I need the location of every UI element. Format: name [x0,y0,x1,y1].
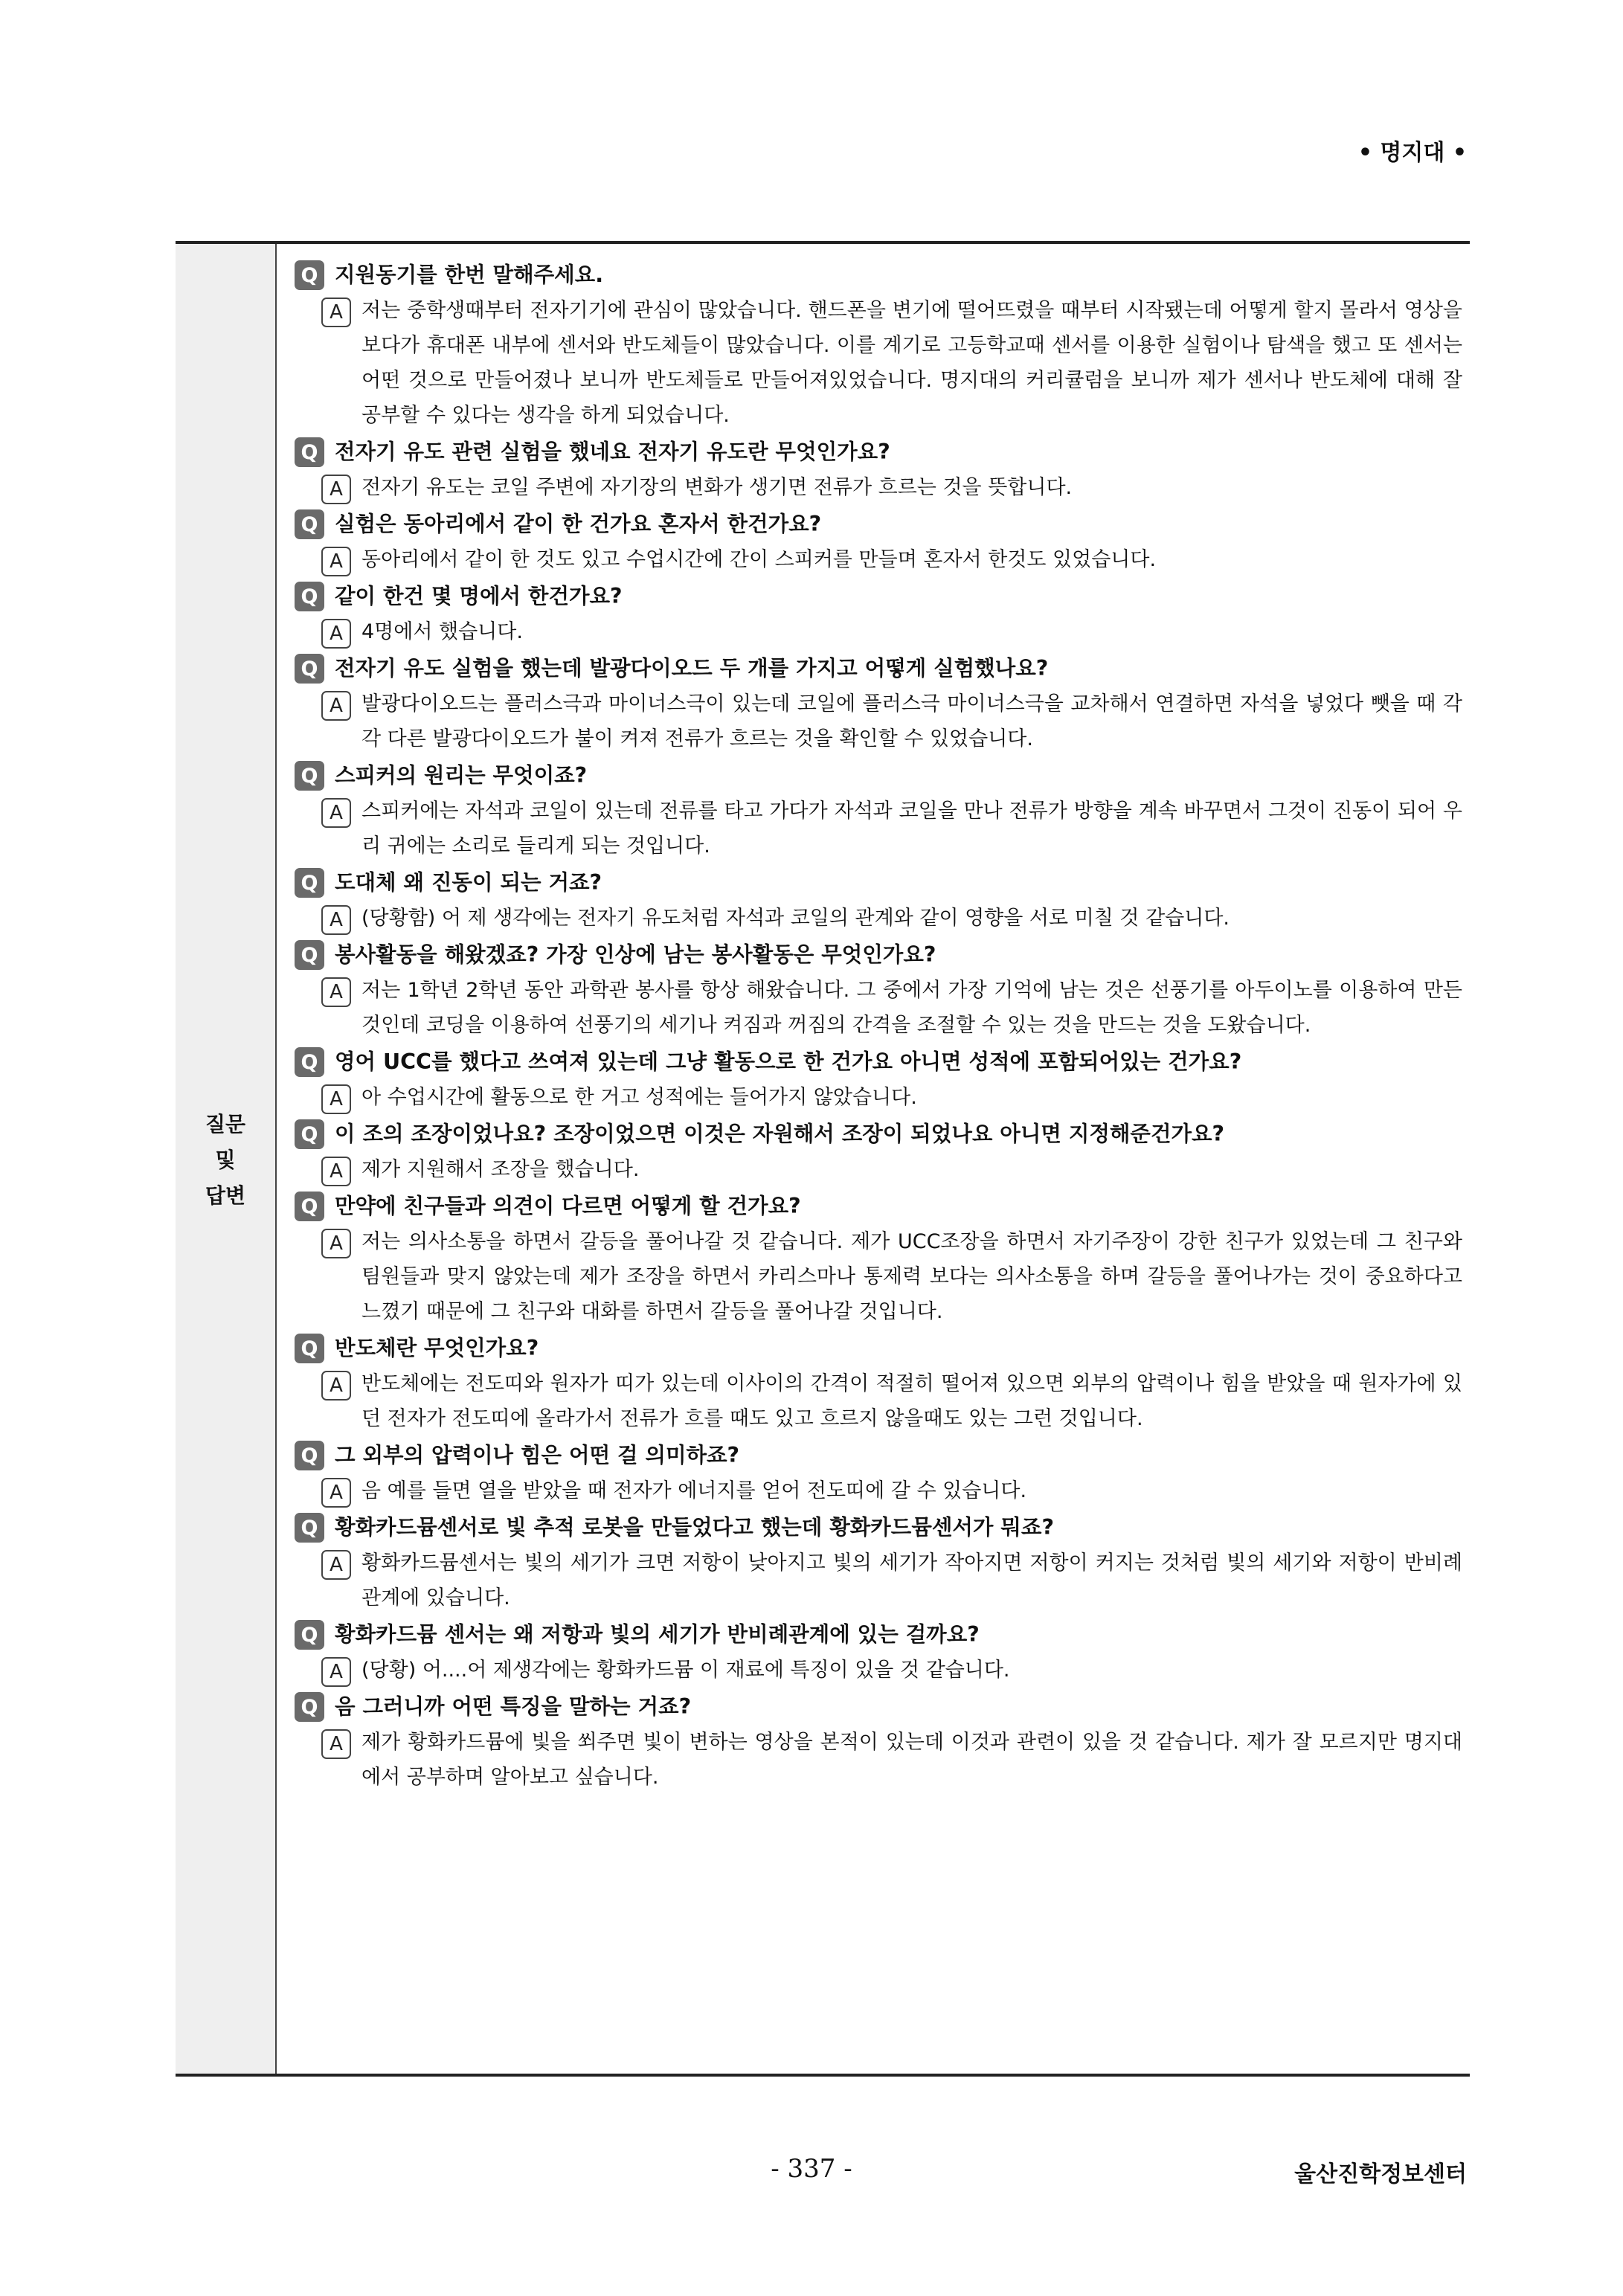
answer-row [321,797,1462,864]
question-text: 황화카드뮴센서로 빛 추적 로봇을 만들었다고 했는데 황화카드뮴센서가 뭐죠? [335,1515,1054,1540]
answer-row [321,1476,1462,1508]
answer-text: 반도체에는 전도띠와 원자가 띠가 있는데 이사이의 간격이 적절히 떨어져 있으면 외부의 압력이나 힘을 받았을 때 원자가에 있던 전자가 전도띠에 올라가서 전류가 흐를 때도 있고 흐르지 않을때도 있는 그런 것입니다. [361,1372,1462,1430]
answer-text: 저는 1학년 2학년 동안 과학관 봉사를 항상 해왔습니다. 그 중에서 가장 기억에 남는 것은 선풍기를 아두이노를 이용하여 만든 것인데 코딩을 이용하여 선풍기의 세기나 켜짐과 꺼짐의 간격을 조절할 수 있는 것을 만드는 것을 도왔습니다. [361,979,1462,1037]
question-text: 같이 한건 몇 명에서 한건가요? [335,584,623,608]
question-badge: Q [295,260,324,290]
answer-badge: A [321,1657,351,1687]
question-text: 황화카드뮴 센서는 왜 저항과 빛의 세기가 반비례관계에 있는 걸까요? [335,1622,980,1647]
side-label-line: 답변 [205,1183,246,1208]
question-badge: Q [295,509,324,539]
answer-badge: A [321,1084,351,1114]
answer-text: (당황) 어....어 제생각에는 황화카드뮴 이 재료에 특징이 있을 것 같습니다. [361,1659,1010,1682]
question-badge: Q [295,1620,324,1650]
answer-row [321,1728,1462,1795]
question-text: 스피커의 원리는 무엇이죠? [335,763,588,788]
answer-badge: A [321,298,351,327]
question-badge: Q [295,1119,324,1149]
question-badge: Q [295,582,324,611]
question-badge: Q [295,654,324,684]
question-row [295,868,1462,899]
answer-badge: A [321,475,351,504]
question-text: 전자기 유도 관련 실험을 했네요 전자기 유도란 무엇인가요? [335,440,890,464]
question-badge: Q [295,940,324,970]
question-row [295,1334,1462,1365]
answer-text: 저는 의사소통을 하면서 갈등을 풀어나갈 것 같습니다. 제가 UCC조장을 하면서 자기주장이 강한 친구가 있었는데 그 친구와 팀원들과 맞지 않았는데 제가 조장을 하면서 카리스마나 통제력 보다는 의사소통을 하며 갈등을 풀어나가는 것이 중요하다고 느꼈기 때문에 그 친구와 대화를 하면서 갈등을 풀어나갈 것입니다. [361,1230,1462,1323]
question-text: 음 그러니까 어떤 특징을 말하는 거죠? [335,1694,692,1719]
page-number: - 337 - [771,2154,852,2184]
question-row [295,509,1462,541]
question-row [295,940,1462,971]
answer-badge: A [321,1478,351,1508]
question-badge: Q [295,1441,324,1470]
side-label [176,1107,275,1214]
answer-row [321,976,1462,1043]
answer-text: 음 예를 들면 열을 받았을 때 전자가 에너지를 얻어 전도띠에 갈 수 있습니다. [361,1479,1027,1502]
question-text: 지원동기를 한번 말해주세요. [335,263,604,287]
answer-badge: A [321,905,351,935]
qa-table [176,241,1470,2077]
question-row [295,582,1462,613]
answer-badge: A [321,977,351,1007]
question-text: 봉사활동을 해왔겠죠? 가장 인상에 남는 봉사활동은 무엇인가요? [335,942,936,967]
answer-row [321,296,1462,433]
answer-row [321,545,1462,577]
question-row [295,1192,1462,1223]
answer-text: 아 수업시간에 활동으로 한 거고 성적에는 들어가지 않았습니다. [361,1086,917,1109]
answer-row [321,689,1462,756]
question-text: 반도체란 무엇인가요? [335,1336,539,1360]
answer-text: 전자기 유도는 코일 주변에 자기장의 변화가 생기면 전류가 흐르는 것을 뜻합니다. [361,476,1073,499]
answer-badge: A [321,691,351,721]
answer-badge: A [321,1550,351,1580]
question-row [295,1441,1462,1472]
question-row [295,437,1462,469]
answer-text: 제가 황화카드뮴에 빛을 쐬주면 빛이 변하는 영상을 본적이 있는데 이것과 관련이 있을 것 같습니다. 제가 잘 모르지만 명지대에서 공부하며 알아보고 싶습니다. [361,1731,1462,1789]
question-text: 이 조의 조장이었나요? 조장이었으면 이것은 자원해서 조장이 되었나요 아니면 지정해준건가요? [335,1122,1225,1146]
question-badge: Q [295,761,324,791]
answer-row [321,904,1462,936]
side-label-line: 및 [215,1148,236,1172]
question-text: 영어 UCC를 했다고 쓰여져 있는데 그냥 활동으로 한 건가요 아니면 성적에 포함되어있는 건가요? [335,1049,1242,1074]
answer-text: 4명에서 했습니다. [361,620,523,643]
answer-text: 제가 지원해서 조장을 했습니다. [361,1158,640,1181]
answer-row [321,1369,1462,1436]
answer-text: (당황함) 어 제 생각에는 전자기 유도처럼 자석과 코일의 관계와 같이 영향을 서로 미칠 것 같습니다. [361,907,1230,930]
answer-row [321,1227,1462,1329]
side-label-line: 질문 [205,1112,246,1136]
question-row [295,654,1462,685]
question-badge: Q [295,1513,324,1543]
question-badge: Q [295,1192,324,1221]
answer-row [321,617,1462,649]
question-row [295,1620,1462,1651]
question-row [295,1119,1462,1151]
answer-badge: A [321,1229,351,1258]
question-row [295,1513,1462,1544]
question-text: 도대체 왜 진동이 되는 거죠? [335,870,602,895]
answer-badge: A [321,1157,351,1186]
footer-org: 울산진학정보센터 [1294,2161,1467,2187]
answer-row [321,1155,1462,1187]
answer-text: 발광다이오드는 플러스극과 마이너스극이 있는데 코일에 플러스극 마이너스극을 교차해서 연결하면 자석을 넣었다 뺏을 때 각각 다른 발광다이오드가 불이 켜져 전류가 흐르는 것을 확인할 수 있었습니다. [361,692,1462,750]
question-badge: Q [295,868,324,898]
question-text: 전자기 유도 실험을 했는데 발광다이오드 두 개를 가지고 어떻게 실험했나요? [335,656,1049,681]
answer-text: 동아리에서 같이 한 것도 있고 수업시간에 간이 스피커를 만들며 혼자서 한것도 있었습니다. [361,548,1157,571]
answer-text: 저는 중학생때부터 전자기기에 관심이 많았습니다. 핸드폰을 변기에 떨어뜨렸을 때부터 시작됐는데 어떻게 할지 몰라서 영상을 보다가 휴대폰 내부에 센서와 반도체들이 많았습니다. 이를 계기로 고등학교때 센서를 이용한 실험이나 탐색을 했고 또 센서는 어떤 것으로 만들어졌나 보니까 반도체들로 만들어져있었습니다. 명지대의 커리큘럼을 보니까 제가 센서나 반도체에 대해 잘 공부할 수 있다는 생각을 하게 되었습니다. [361,299,1462,427]
question-text: 실험은 동아리에서 같이 한 건가요 혼자서 한건가요? [335,512,822,536]
question-row [295,260,1462,292]
question-badge: Q [295,1692,324,1722]
question-text: 만약에 친구들과 의견이 다르면 어떻게 할 건가요? [335,1194,801,1218]
answer-badge: A [321,1729,351,1759]
question-badge: Q [295,1047,324,1077]
qa-content [295,256,1462,1799]
answer-badge: A [321,798,351,828]
question-row [295,1047,1462,1078]
side-column [176,244,277,2074]
question-row [295,761,1462,792]
answer-badge: A [321,619,351,649]
answer-text: 스피커에는 자석과 코일이 있는데 전류를 타고 가다가 자석과 코일을 만나 전류가 방향을 계속 바꾸면서 그것이 진동이 되어 우리 귀에는 소리로 들리게 되는 것입니다. [361,800,1462,858]
question-text: 그 외부의 압력이나 힘은 어떤 걸 의미하죠? [335,1443,740,1467]
question-row [295,1692,1462,1723]
answer-row [321,473,1462,505]
answer-text: 황화카드뮴센서는 빛의 세기가 크면 저항이 낮아지고 빛의 세기가 작아지면 저항이 커지는 것처럼 빛의 세기와 저항이 반비례관계에 있습니다. [361,1551,1462,1610]
answer-row [321,1083,1462,1115]
answer-row [321,1549,1462,1615]
answer-row [321,1656,1462,1688]
answer-badge: A [321,1371,351,1401]
answer-badge: A [321,547,351,576]
question-badge: Q [295,1334,324,1363]
question-badge: Q [295,437,324,467]
header-school: • 명지대 • [1357,140,1467,166]
